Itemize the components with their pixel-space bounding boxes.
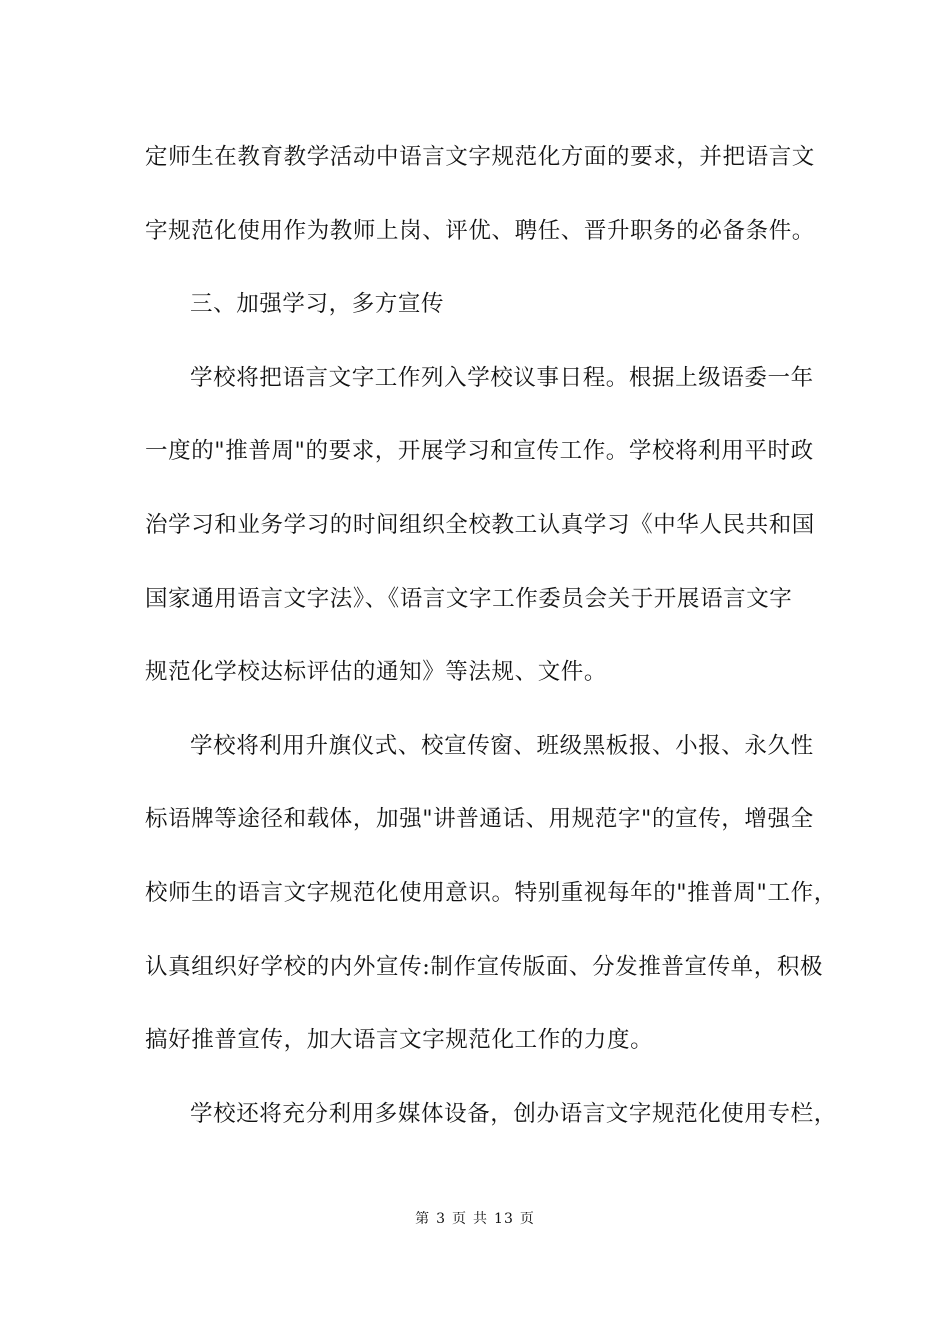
text-line: 定师生在教育教学活动中语言文字规范化方面的要求，并把语言文 [145, 144, 815, 170]
text-line: 搞好推普宣传，加大语言文字规范化工作的力度。 [145, 1027, 654, 1054]
text-line: 国家通用语言文字法》、《语言文字工作委员会关于开展语言文字 [145, 585, 793, 612]
current-page-number: 3 [436, 1211, 447, 1227]
text-line: 规范化学校达标评估的通知》等法规、文件。 [145, 659, 608, 686]
document-body [145, 132, 837, 1162]
text-line: 学校还将充分利用多媒体设备，创办语言文字规范化使用专栏， [190, 1100, 837, 1127]
text-line: 标语牌等途径和载体，加强"讲普通话、用规范字"的宣传，增强全 [145, 806, 814, 833]
text-line: 学校将把语言文字工作列入学校议事日程。根据上级语委一年 [190, 364, 814, 391]
text-line: 学校将利用升旗仪式、校宣传窗、班级黑板报、小报、永久性 [190, 732, 814, 759]
total-pages-number: 13 [494, 1211, 514, 1227]
page-footer [0, 1208, 950, 1228]
text-line: 校师生的语言文字规范化使用意识。特别重视每年的"推普周"工作， [145, 879, 837, 906]
footer-total-word: 共 [473, 1211, 489, 1227]
section-heading: 三、加强学习，多方宣传 [190, 291, 445, 318]
text-line: 一度的"推普周"的要求，开展学习和宣传工作。学校将利用平时政 [145, 438, 814, 465]
text-line: 治学习和业务学习的时间组织全校教工认真学习《中华人民共和国 [145, 511, 815, 538]
text-line: 字规范化使用作为教师上岗、评优、聘任、晋升职务的必备条件。 [145, 217, 815, 244]
footer-suffix: 页 [519, 1211, 535, 1227]
footer-prefix: 第 [415, 1211, 431, 1227]
footer-page-word: 页 [452, 1211, 468, 1227]
text-line: 认真组织好学校的内外宣传:制作宣传版面、分发推普宣传单，积极 [145, 953, 824, 980]
